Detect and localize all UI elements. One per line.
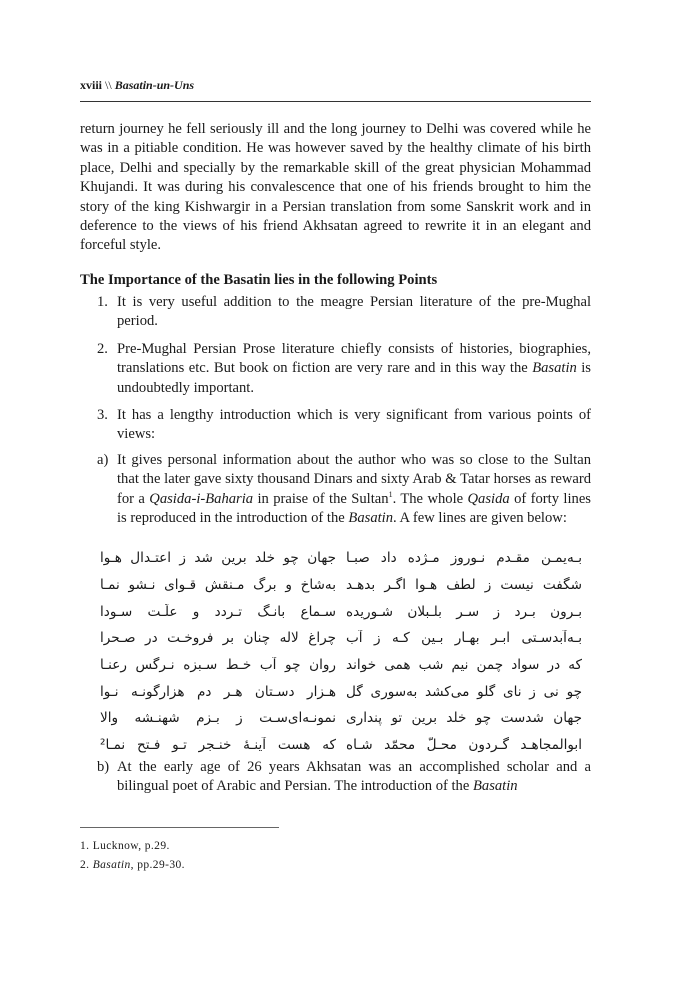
footnote-1: 1. Lucknow, p.29. [80, 840, 170, 852]
intro-paragraph: return journey he fell seriously ill and the long journey to Delhi was covered while he was in a pitiable condition. He was however saved by the healthy climate of his birth place, Delhi and specially by the remarkable skill of the great physician Mohammad Khujandi. It was during his convalescence that one of his friends brought to him the story of the king Kishwargir in a Persian translation from some Sanskrit work and in deference to the views of his friend Akhsatan agreed to rewrite it in an elegant and forceful style. [80, 121, 591, 254]
sub-point-label: a) [97, 452, 109, 468]
sub-point-text: At the early age of 26 years Akhsatan was an accomplished scholar and a bilingual poet of Arabic and Persian. The introduction of the Basatin [117, 759, 591, 795]
footnote-rule [80, 827, 279, 828]
point-number: 3. [97, 407, 108, 423]
section-heading: The Importance of the Basatin lies in the following Points [80, 272, 438, 288]
sub-point-b [97, 758, 591, 797]
verse-line: بـه‌آبدسـتی ابـر بهـار بـین کـه ز آب چراغ لاله چنان بر فروخـت در صـحرا [100, 630, 582, 647]
sub-point-text: It gives personal information about the author who was so close to the Sultan that the later gave sixty thousand Dinars and sixty Arab & Tatar horses as reward for a Qasida-i-Baharia in praise of the Sultan$^1$. The whole Qasida of forty lines is reproduced in the introduction of the Basatin. A few lines are given below: [117, 452, 591, 527]
verse-line: که در سواد چمن نیم شب همی خواند روان چو آب خـط سـبزه نـرگس رعنـا [100, 657, 582, 674]
point-text: It has a lengthy introduction which is very significant from various points of views: [117, 407, 591, 443]
point-3 [97, 406, 591, 445]
book-title: Basatin-un-Uns [114, 78, 195, 92]
verse-line: بـه‌یمـن مقـدم نـوروز مـژده داد صبـا جهان چو خلد برین شد ز اعتـدال هـوا [100, 550, 582, 567]
page-number: xviii [80, 78, 103, 92]
point-text: It is very useful addition to the meagre Persian literature of the pre-Mughal period. [117, 294, 591, 330]
point-number: 1. [97, 294, 108, 310]
verse-line: چو نی ز نای گلو می‌کشد به‌سوری گل هـزار دسـتان هـر دم هزارگونـه نـوا [100, 683, 582, 700]
point-number: 2. [97, 341, 108, 357]
point-text: Pre-Mughal Persian Prose literature chiefly consists of histories, biographies, translations etc. But book on fiction are very rare and in this way the Basatin is undoubtedly important. [117, 341, 591, 396]
verse-line: شگفت نیست ز لطف هـوا اگـر بدهـد به‌شاخ و برگ مـنقش قـوای نـشو نمـا [100, 577, 582, 594]
verse-line: بـرون بـرد ز سـر بلـبلان شـوریده سـماع بانـگ تـردد و علّـت سـودا [100, 603, 582, 620]
point-1 [97, 293, 591, 332]
persian-verses [100, 545, 582, 759]
footnote-2: 2. Basatin, pp.29-30. [80, 859, 185, 871]
sub-point-label: b) [97, 759, 110, 775]
point-2 [97, 340, 591, 398]
verse-line: جهان شدست چو خلد برین تو پنداری نمونـه‌ای‌سـت ز بـزم شهنـشه والا [100, 710, 582, 727]
running-header [80, 78, 591, 93]
header-rule [80, 101, 591, 102]
header-separator: \\ [105, 78, 112, 92]
verse-line: ابوالمجاهـد گـردون محـلّ محمّد شـاه که هست آینـهٔ خنـجر تـو فـتح نمـا² [100, 737, 582, 754]
sub-point-a [97, 451, 591, 529]
